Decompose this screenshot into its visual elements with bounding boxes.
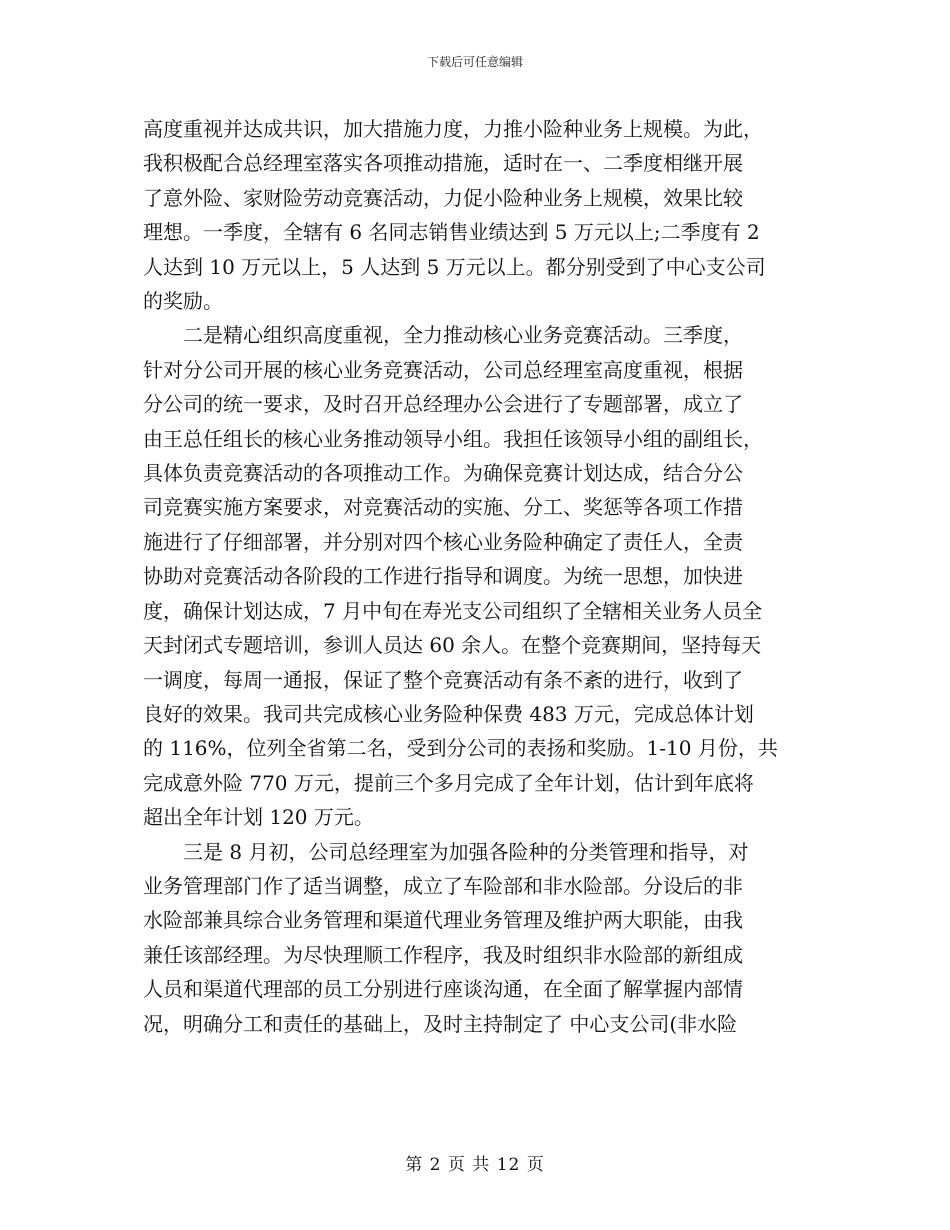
text-line: 我积极配合总经理室落实各项推动措施，适时在一、二季度相继开展 xyxy=(143,151,743,176)
page-header: 下载后可任意编辑 xyxy=(426,55,523,69)
text-line: 度，确保计划达成，7 月中旬在寿光支公司组织了全辖相关业务人员全 xyxy=(143,598,763,623)
text-line: 兼任该部经理。为尽快理顺工作程序，我及时组织非水险部的新组成 xyxy=(143,942,743,967)
text-line: 的奖励。 xyxy=(143,289,223,314)
text-line: 天封闭式专题培训，参训人员达 60 余人。在整个竞赛期间，坚持每天 xyxy=(143,633,762,658)
text-line: 业务管理部门作了适当调整，成立了车险部和非水险部。分设后的非 xyxy=(143,873,743,898)
paragraph-2 xyxy=(143,318,813,834)
text-line: 高度重视并达成共识，加大措施力度，力推小险种业务上规模。为此， xyxy=(143,117,763,141)
text-line: 一调度，每周一通报，保证了整个竞赛活动有条不紊的进行，收到了 xyxy=(143,667,743,692)
text-line: 超出全年计划 120 万元。 xyxy=(143,805,374,830)
text-line: 由王总任组长的核心业务推动领导小组。我担任该领导小组的副组长， xyxy=(143,426,763,451)
page-number-footer: 第 2 页 共 12 页 xyxy=(405,1155,545,1175)
text-line: 况，明确分工和责任的基础上，及时主持制定了 中心支公司(非水险 xyxy=(143,1011,738,1036)
text-line: 具体负责竞赛活动的各项推动工作。为确保竞赛计划达成，结合分公 xyxy=(143,461,743,486)
text-line: 完成意外险 770 万元，提前三个多月完成了全年计划，估计到年底将 xyxy=(143,770,754,795)
text-line: 协助对竞赛活动各阶段的工作进行指导和调度。为统一思想，加快进 xyxy=(143,564,743,589)
paragraph-1 xyxy=(143,112,813,318)
paragraph-3 xyxy=(143,835,813,1041)
text-line: 水险部兼具综合业务管理和渠道代理业务管理及维护两大职能，由我 xyxy=(143,908,743,933)
text-line: 施进行了仔细部署，并分别对四个核心业务险种确定了责任人，全责 xyxy=(143,529,743,554)
text-line: 司竞赛实施方案要求，对竞赛活动的实施、分工、奖惩等各项工作措 xyxy=(143,495,743,520)
text-line: 人达到 10 万元以上，5 人达到 5 万元以上。都分别受到了中心支公司 xyxy=(143,254,766,279)
text-line: 理想。一季度，全辖有 6 名同志销售业绩达到 5 万元以上;二季度有 2 xyxy=(143,220,760,245)
text-line: 针对分公司开展的核心业务竞赛活动，公司总经理室高度重视，根据 xyxy=(143,357,743,382)
text-line: 三是 8 月初，公司总经理室为加强各险种的分类管理和指导，对 xyxy=(183,839,749,864)
document-body xyxy=(143,112,813,1041)
text-line: 分公司的统一要求，及时召开总经理办公会进行了专题部署，成立了 xyxy=(143,392,743,417)
text-line: 了意外险、家财险劳动竞赛活动，力促小险种业务上规模，效果比较 xyxy=(143,185,743,210)
text-line: 二是精心组织高度重视，全力推动核心业务竞赛活动。三季度， xyxy=(183,323,743,348)
text-line: 人员和渠道代理部的员工分别进行座谈沟通，在全面了解掌握内部情 xyxy=(143,977,743,1002)
text-line: 良好的效果。我司共完成核心业务险种保费 483 万元，完成总体计划 xyxy=(143,701,754,726)
text-line: 的 116%，位列全省第二名，受到分公司的表扬和奖励。1-10 月份，共 xyxy=(143,736,778,761)
